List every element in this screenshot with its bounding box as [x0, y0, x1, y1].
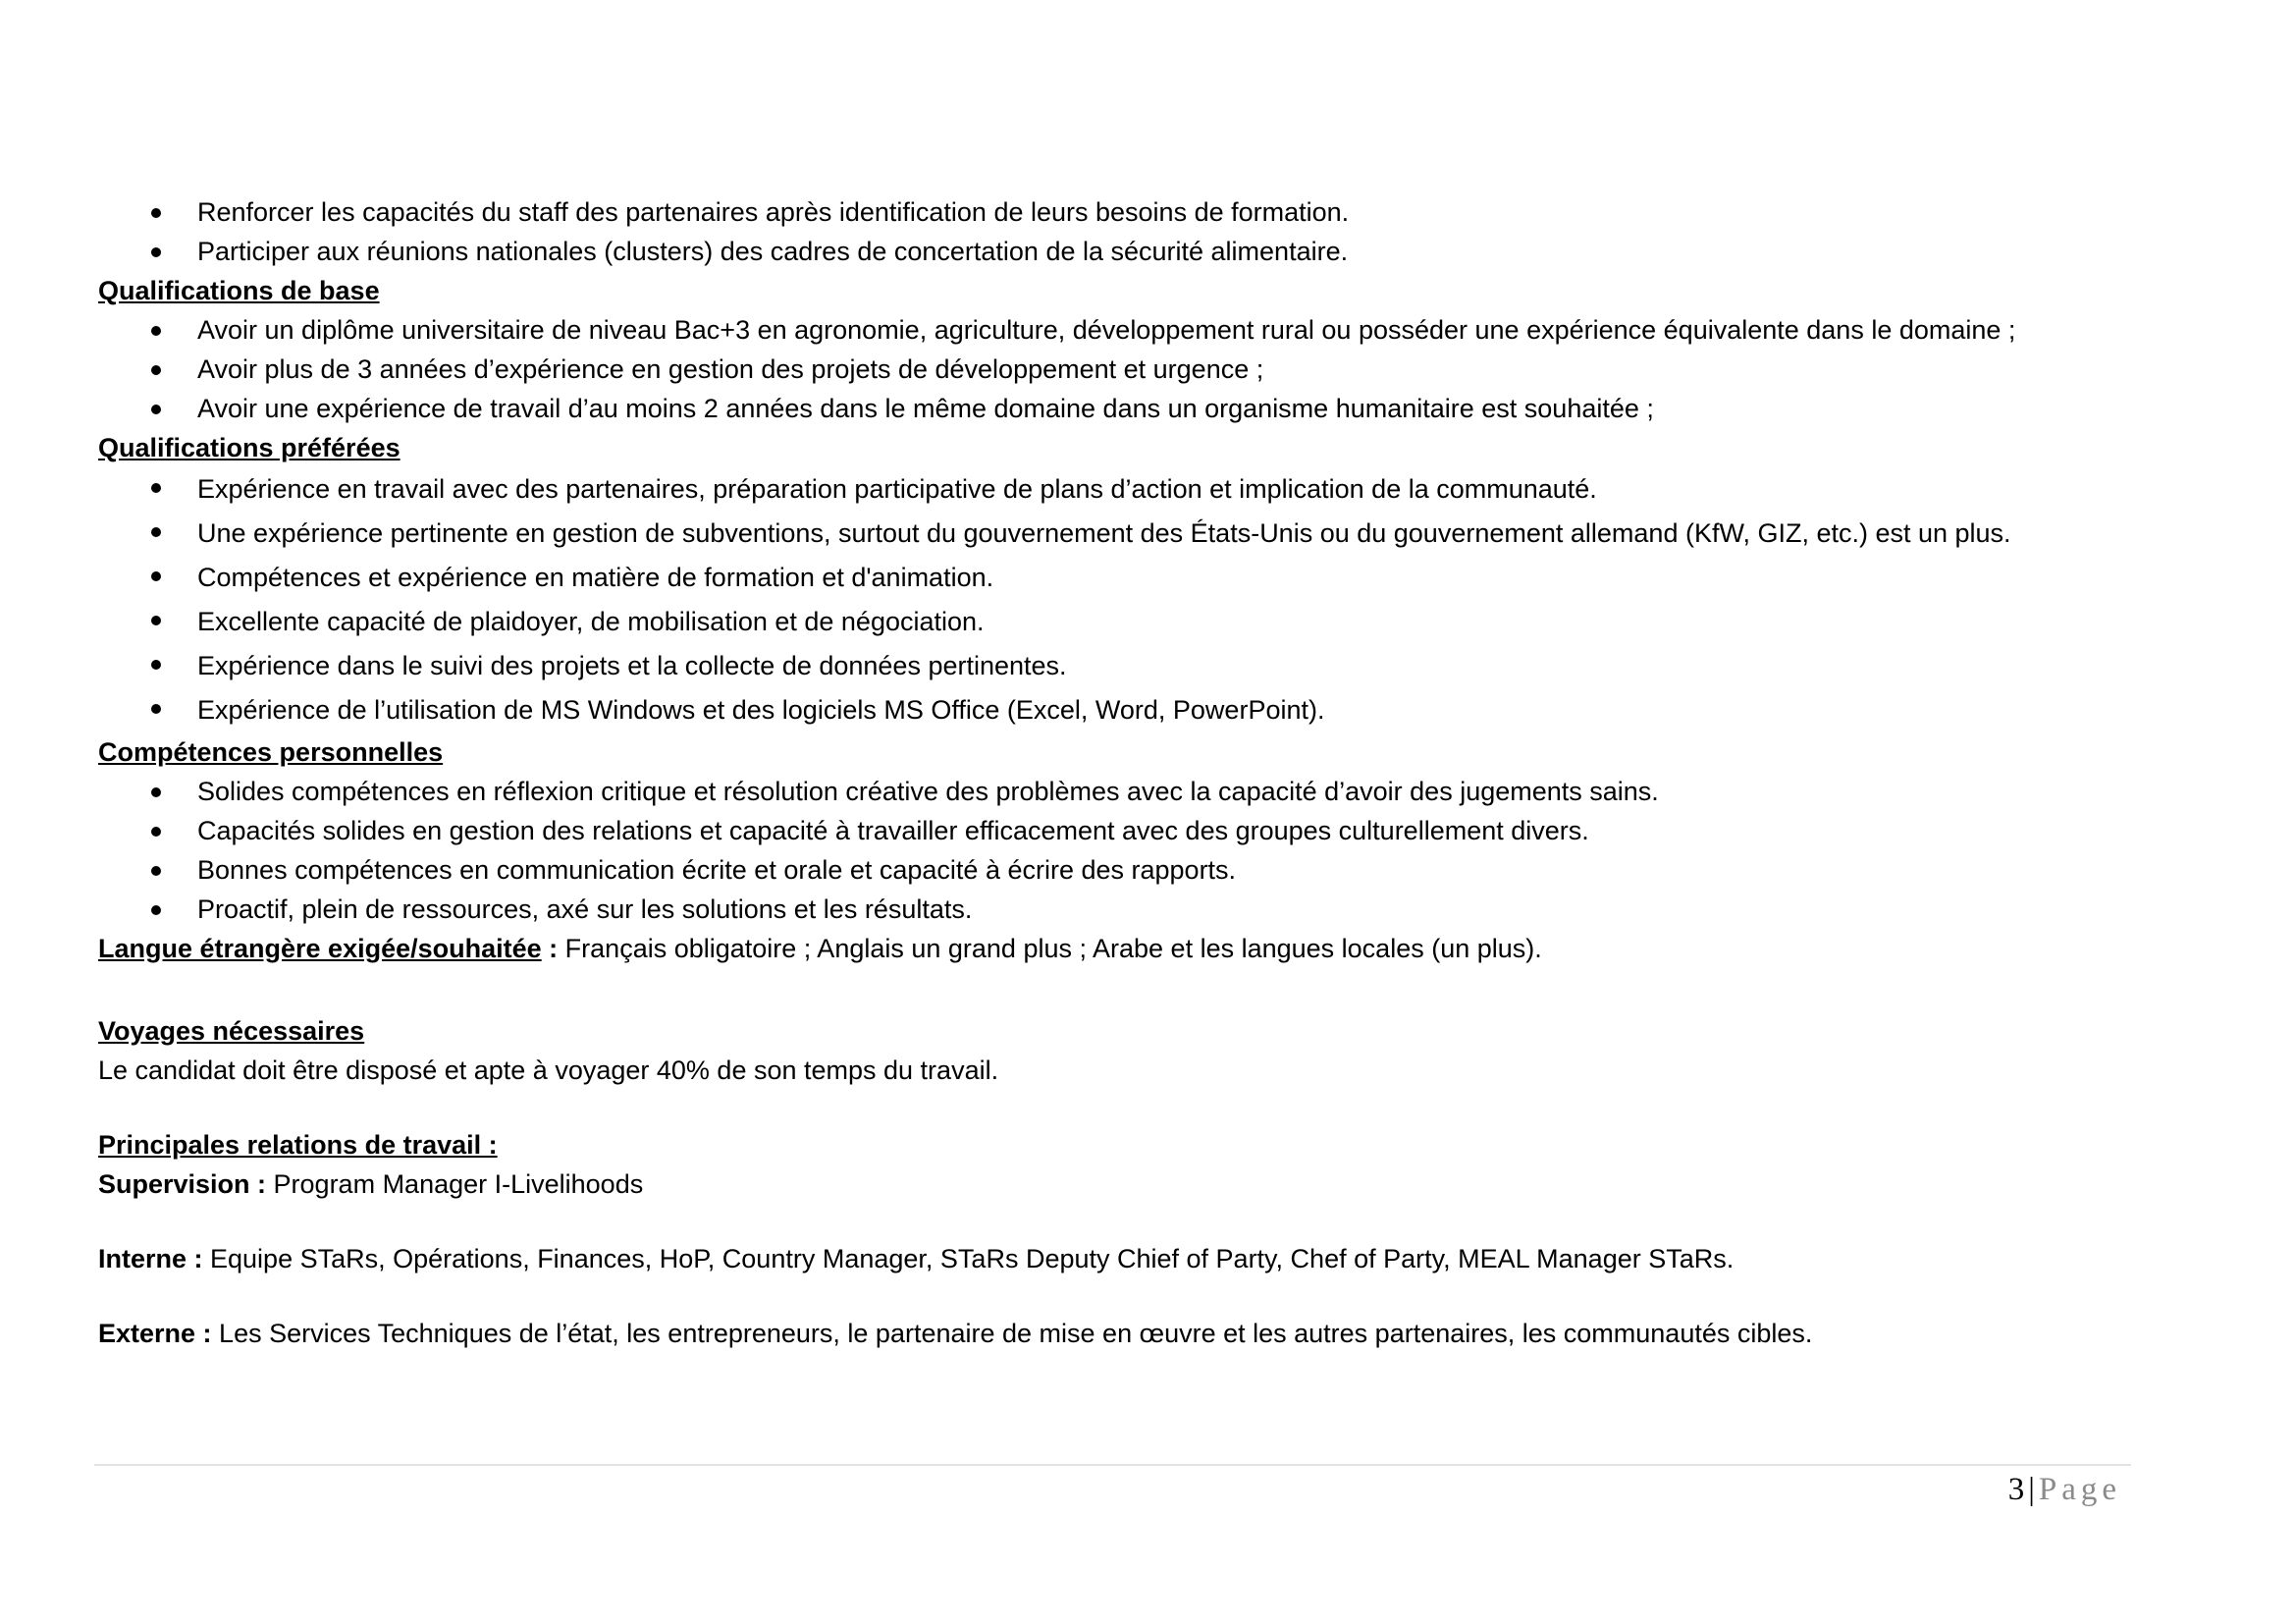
list-item: Capacités solides en gestion des relations et capacité à travailler efficacement avec des groupes culturellement divers.	[98, 811, 2199, 850]
spacer	[98, 1090, 2199, 1125]
spacer	[98, 1204, 2199, 1239]
bullet-icon	[151, 660, 161, 670]
section-heading-voyages: Voyages nécessaires	[98, 1016, 365, 1046]
section-heading-qualifications-preferees: Qualifications préférées	[98, 433, 400, 462]
externe-line	[98, 1314, 2199, 1353]
list-item: Avoir un diplôme universitaire de niveau Bac+3 en agronomie, agriculture, développement rural ou posséder une expérience équivalente dans le domaine ;	[98, 310, 2199, 350]
list-item: Proactif, plein de ressources, axé sur les solutions et les résultats.	[98, 890, 2199, 929]
list-item: Expérience dans le suivi des projets et la collecte de données pertinentes.	[98, 644, 2199, 688]
list-item: Une expérience pertinente en gestion de subventions, surtout du gouvernement des États-Unis ou du gouvernement allemand (KfW, GIZ, etc.) est un plus.	[98, 512, 2199, 556]
bullet-icon	[151, 787, 161, 797]
bullet-icon	[151, 616, 161, 625]
interne-label: Interne :	[98, 1244, 203, 1273]
list-item: Participer aux réunions nationales (clusters) des cadres de concertation de la sécurité alimentaire.	[98, 232, 2199, 271]
bullet-icon	[151, 365, 161, 375]
footer-separator: |	[2028, 1472, 2035, 1507]
list-item: Renforcer les capacités du staff des partenaires après identification de leurs besoins de formation.	[98, 192, 2199, 232]
langue-colon: :	[541, 934, 559, 963]
page-footer	[2008, 1467, 2121, 1512]
langue-line	[98, 929, 2199, 968]
qualifications-base-list	[98, 310, 2199, 428]
bullet-icon	[151, 571, 161, 581]
spacer	[98, 968, 2199, 1011]
supervision-label: Supervision :	[98, 1169, 267, 1199]
qualifications-preferees-list	[98, 467, 2199, 732]
intro-bullet-list	[98, 192, 2199, 271]
externe-text: Les Services Techniques de l’état, les entrepreneurs, le partenaire de mise en œuvre et les autres partenaires, les communautés cibles.	[211, 1319, 1813, 1348]
voyages-text: Le candidat doit être disposé et apte à voyager 40% de son temps du travail.	[98, 1056, 999, 1085]
bullet-icon	[151, 527, 161, 537]
list-item: Excellente capacité de plaidoyer, de mobilisation et de négociation.	[98, 600, 2199, 644]
bullet-icon	[151, 905, 161, 915]
list-item: Expérience de l’utilisation de MS Windows et des logiciels MS Office (Excel, Word, PowerPoint).	[98, 688, 2199, 732]
bullet-icon	[151, 208, 161, 218]
bullet-icon	[151, 326, 161, 336]
supervision-text: Program Manager I-Livelihoods	[266, 1169, 644, 1199]
document-body	[98, 192, 2199, 1353]
bullet-icon	[151, 483, 161, 493]
supervision-line	[98, 1164, 2199, 1204]
competences-personnelles-list	[98, 772, 2199, 929]
footer-divider	[94, 1464, 2131, 1466]
interne-line	[98, 1239, 2199, 1278]
page-number: 3	[2007, 1472, 2025, 1507]
bullet-icon	[151, 827, 161, 837]
section-heading-competences-personnelles: Compétences personnelles	[98, 737, 444, 767]
list-item: Solides compétences en réflexion critique et résolution créative des problèmes avec la capacité d’avoir des jugements sains.	[98, 772, 2199, 811]
bullet-icon	[151, 866, 161, 876]
section-heading-qualifications-base: Qualifications de base	[98, 276, 380, 305]
interne-text: Equipe STaRs, Opérations, Finances, HoP, Country Manager, STaRs Deputy Chief of Party, Chef of Party, MEAL Manager STaRs.	[202, 1244, 1735, 1273]
page-label: Page	[2038, 1472, 2121, 1507]
list-item: Compétences et expérience en matière de formation et d'animation.	[98, 556, 2199, 600]
langue-label: Langue étrangère exigée/souhaitée	[98, 934, 542, 963]
bullet-icon	[151, 247, 161, 257]
spacer	[98, 1278, 2199, 1314]
bullet-icon	[151, 405, 161, 414]
langue-text: Français obligatoire ; Anglais un grand plus ; Arabe et les langues locales (un plus).	[558, 934, 1542, 963]
list-item: Expérience en travail avec des partenaires, préparation participative de plans d’action et implication de la communauté.	[98, 467, 2199, 512]
list-item: Avoir plus de 3 années d’expérience en gestion des projets de développement et urgence ;	[98, 350, 2199, 389]
bullet-icon	[151, 704, 161, 714]
list-item: Bonnes compétences en communication écrite et orale et capacité à écrire des rapports.	[98, 850, 2199, 890]
list-item: Avoir une expérience de travail d’au moins 2 années dans le même domaine dans un organisme humanitaire est souhaitée ;	[98, 389, 2199, 428]
externe-label: Externe :	[98, 1319, 212, 1348]
section-heading-relations: Principales relations de travail :	[98, 1130, 498, 1160]
